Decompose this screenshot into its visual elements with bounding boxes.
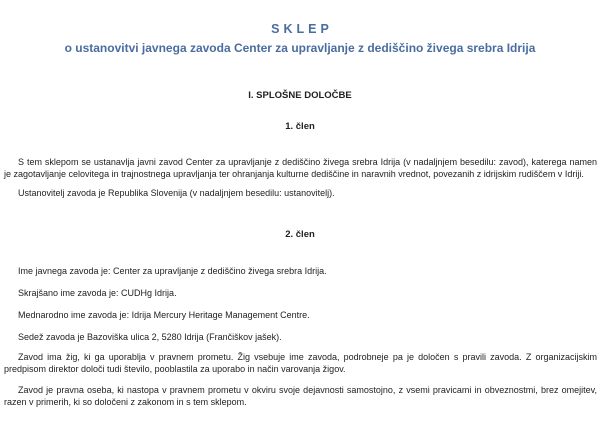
article-2-heading: 2. člen <box>285 229 315 240</box>
article-2-paragraph: Sedež zavoda je Bazoviška ulica 2, 5280 Idrija (Frančiškov jašek). <box>18 332 282 342</box>
document-title: SKLEP <box>271 22 333 36</box>
article-1-paragraph: S tem sklepom se ustanavlja javni zavod Center za upravljanje z dediščino živega srebra Idrija (v nadaljnjem besedilu: zavod), katerega namen je zagotavljanje celovitega in trajnostnega upravljanja ter ohranjanja kulturne dediščine in naravnih vrednot, povezanih z idrijskim rudiščem v Idriji. <box>4 157 597 179</box>
document-subtitle: o ustanovitvi javnega zavoda Center za upravljanje z dediščino živega srebra Idrija <box>64 41 536 55</box>
article-1-heading: 1. člen <box>285 121 315 132</box>
article-2-paragraph: Mednarodno ime zavoda je: Idrija Mercury Heritage Management Centre. <box>18 310 310 320</box>
article-2-paragraph: Skrajšano ime zavoda je: CUDHg Idrija. <box>18 288 177 298</box>
article-1-paragraph: Ustanovitelj zavoda je Republika Slovenija (v nadaljnjem besedilu: ustanovitelj). <box>18 188 335 198</box>
article-2-paragraph: Ime javnega zavoda je: Center za upravljanje z dediščino živega srebra Idrija. <box>18 266 327 276</box>
article-2-paragraph: Zavod ima žig, ki ga uporablja v pravnem prometu. Žig vsebuje ime zavoda, podrobneje pa je določen s pravili zavoda. Z organizacijskim predpisom direktor določi tudi število, pooblastila za uporabo in način varovanja žigov. <box>4 352 597 374</box>
article-2-paragraph: Zavod je pravna oseba, ki nastopa v pravnem prometu v okviru svoje dejavnosti samostojno, z vsemi pravicami in obveznostmi, brez omejitev, razen v primerih, ki so določeni z zakonom in s tem sklepom. <box>4 385 597 407</box>
section-heading: I. SPLOŠNE DOLOČBE <box>248 90 352 101</box>
